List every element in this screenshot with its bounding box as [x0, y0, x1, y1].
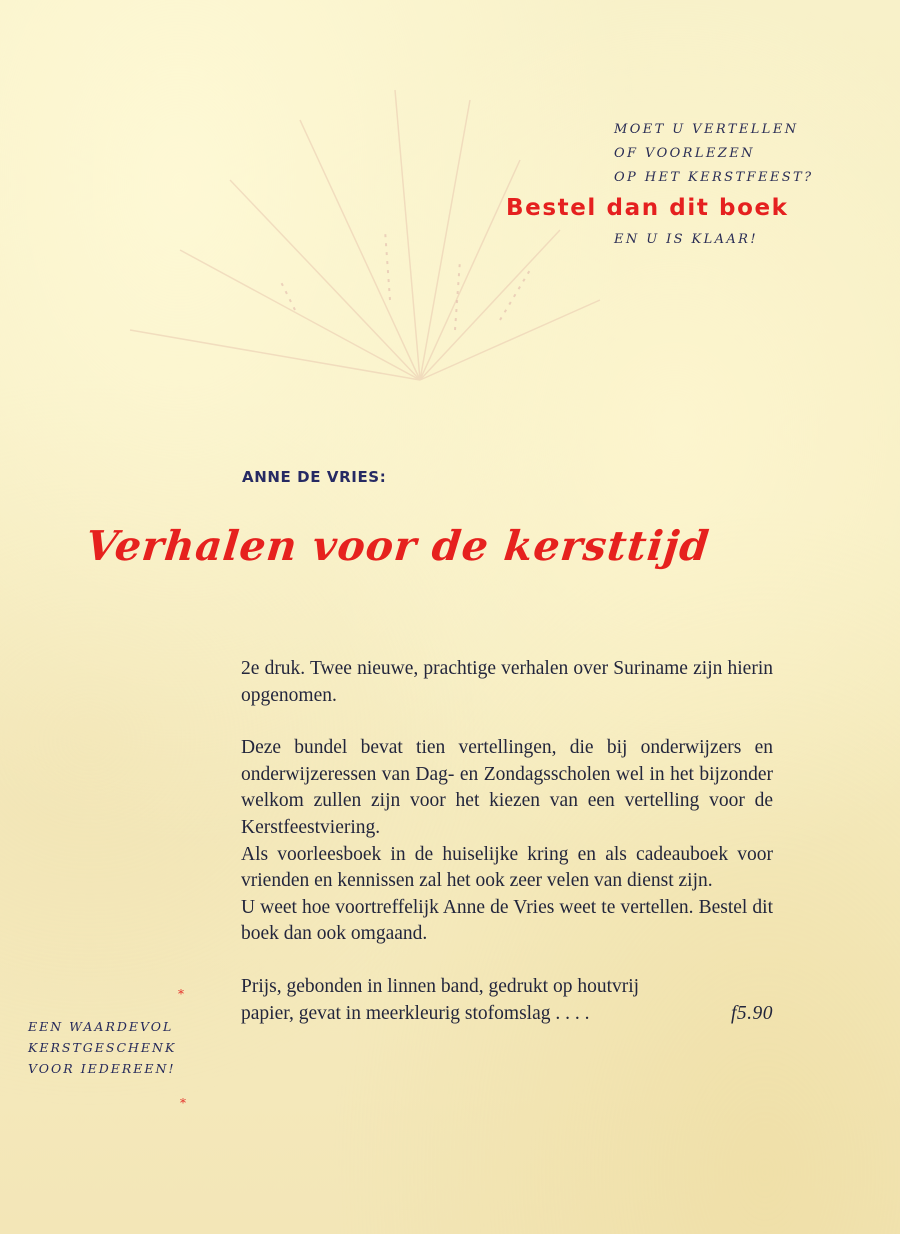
gift-note-line-3: VOOR IEDEREEN!	[28, 1061, 176, 1076]
gift-note	[28, 1016, 176, 1079]
book-title: Verhalen voor de kersttijd	[83, 522, 712, 570]
promo-call-to-action: Bestel dan dit boek	[506, 195, 789, 221]
description-paragraph-3: U weet hoe voortreffelijk Anne de Vries weet te vertellen. Bestel dit boek dan ook omgaand.	[241, 896, 773, 945]
price-description: papier, gevat in meerkleurig stofomslag . . . .	[241, 1002, 590, 1024]
description-paragraph-2: Als voorleesboek in de huiselijke kring en als cadeauboek voor vrienden en kennissen zal het ook zeer velen van dienst zijn.	[241, 843, 773, 892]
promo-question-line-3: OP HET KERSTFEEST?	[614, 170, 814, 185]
edition-note: 2e druk. Twee nieuwe, prachtige verhalen over Suriname zijn hierin opgenomen.	[241, 658, 773, 706]
price-line-2	[241, 1001, 773, 1028]
paragraph-gap	[241, 948, 773, 974]
star-ornament-icon: *	[180, 1096, 186, 1110]
price-line-1: Prijs, gebonden in linnen band, gedrukt op houtvrij	[241, 975, 640, 997]
promo-closing: EN U IS KLAAR!	[614, 232, 758, 247]
gift-note-line-2: KERSTGESCHENK	[28, 1040, 177, 1055]
paragraph-gap	[241, 709, 773, 735]
description-paragraph-1: Deze bundel bevat tien vertellingen, die bij onderwijzers en onderwijzeressen van Dag- en Zondagsscholen wel in het bijzonder welkom zullen zijn voor het kiezen van een vertelling voor de Kerstfeestviering.	[241, 737, 773, 838]
book-description	[241, 656, 773, 1027]
star-ornament-icon: *	[178, 987, 184, 1001]
price-amount: f5.90	[730, 1002, 773, 1024]
promo-question-line-2: OF VOORLEZEN	[614, 146, 755, 161]
author-name: ANNE DE VRIES:	[242, 468, 387, 486]
promo-block	[500, 118, 840, 252]
promo-question-line-1: MOET U VERTELLEN	[614, 122, 799, 137]
gift-note-line-1: EEN WAARDEVOL	[28, 1019, 174, 1034]
